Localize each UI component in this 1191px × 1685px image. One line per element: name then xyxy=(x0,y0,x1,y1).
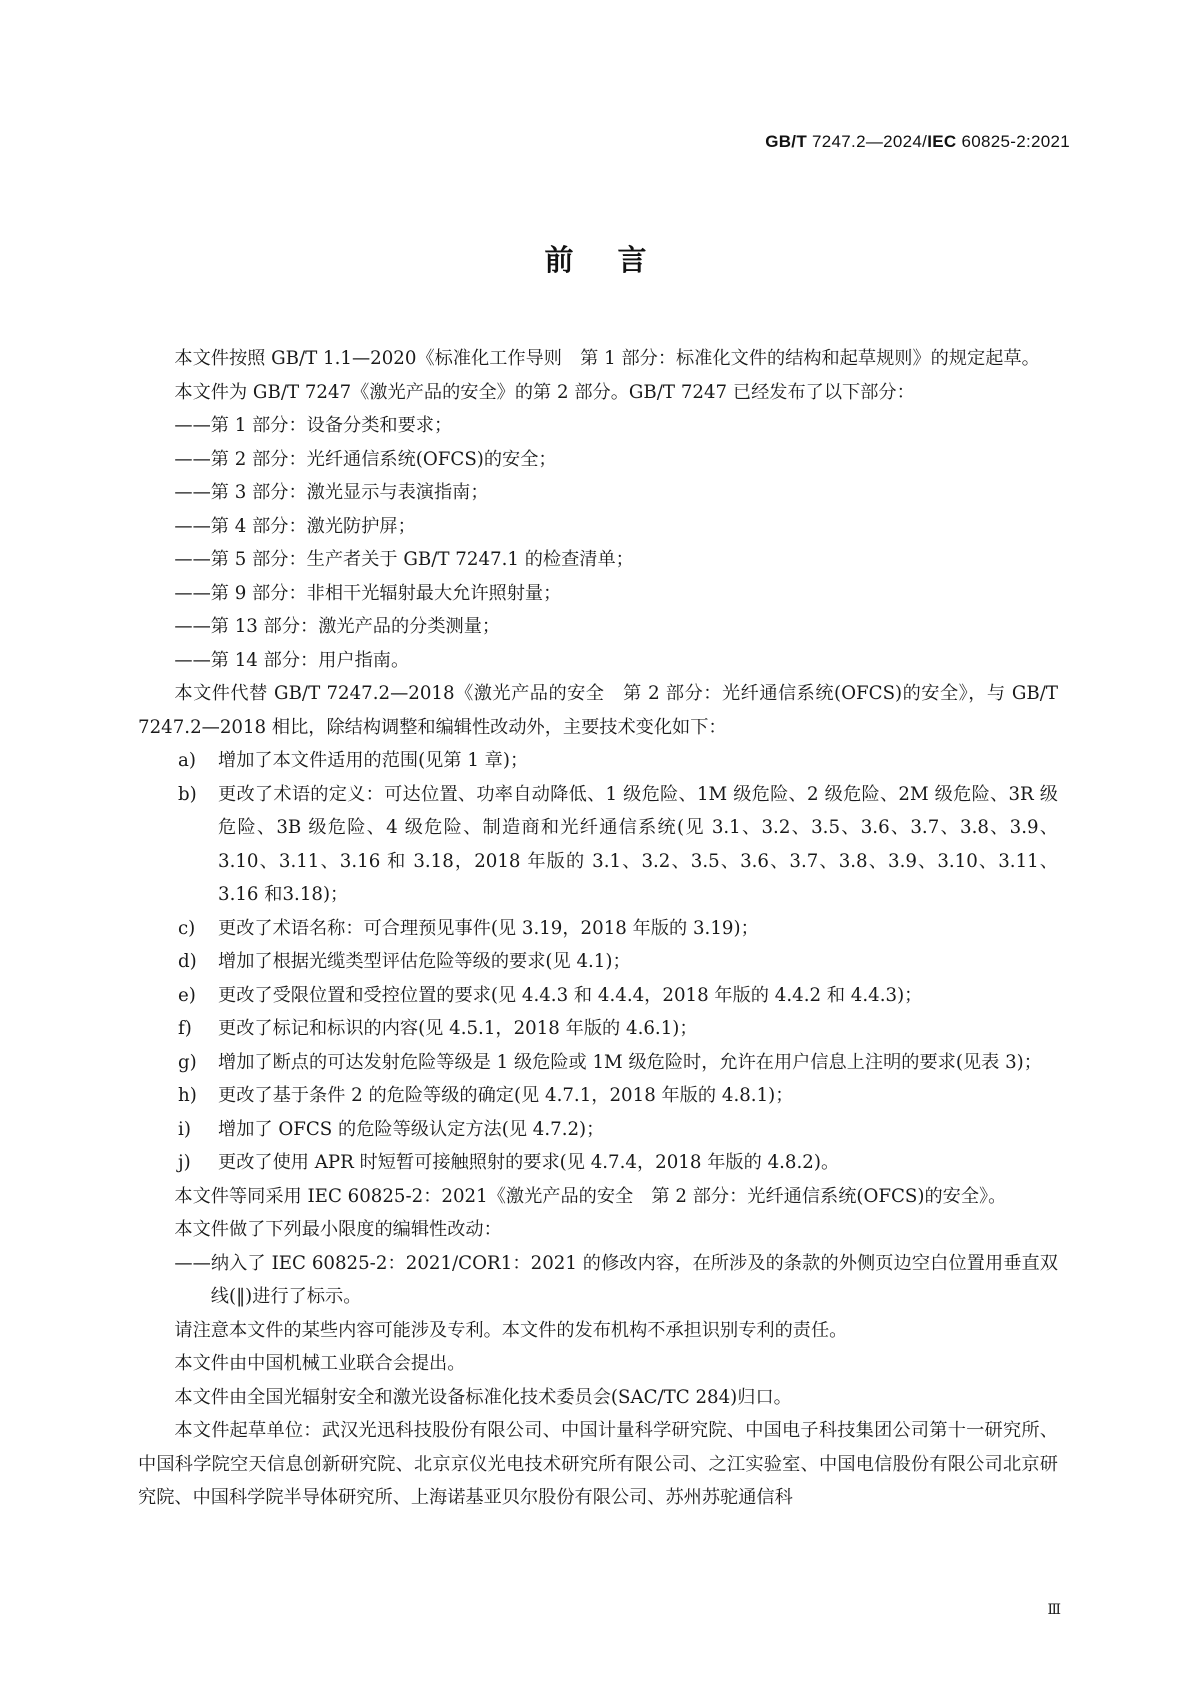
paragraph-adoption: 本文件等同采用 IEC 60825-2：2021《激光产品的安全 第 2 部分：光纤通信系统(OFCS)的安全》。 xyxy=(174,1185,1007,1207)
change-item xyxy=(138,1046,1058,1080)
iec-prefix: IEC xyxy=(927,132,957,151)
change-text: 更改了基于条件 2 的危险等级的确定(见 4.7.1，2018 年版的 4.8.1)； xyxy=(218,1085,794,1106)
part-item: ——第 3 部分：激光显示与表演指南； xyxy=(174,482,489,503)
paragraph-series: 本文件为 GB/T 7247《激光产品的安全》的第 2 部分。GB/T 7247 已经发布了以下部分： xyxy=(174,381,915,403)
change-mark: d) xyxy=(178,951,197,972)
change-mark: g) xyxy=(178,1051,197,1073)
code-number: 7247.2—2024/ xyxy=(807,132,928,151)
change-text: 更改了受限位置和受控位置的要求(见 4.4.3 和 4.4.4，2018 年版的 4.4.2 和 4.4.3)； xyxy=(218,984,923,1006)
paragraph-committee: 本文件由全国光辐射安全和激光设备标准化技术委员会(SAC/TC 284)归口。 xyxy=(174,1386,792,1408)
change-text: 增加了 OFCS 的危险等级认定方法(见 4.7.2)； xyxy=(218,1118,605,1140)
paragraph-replaces: 本文件代替 GB/T 7247.2—2018《激光产品的安全 第 2 部分：光纤通信系统(OFCS)的安全》，与 GB/T 7247.2—2018 相比，除结构调整和编辑性改动外，主要技术变化如下： xyxy=(138,683,1058,738)
paragraph-patent: 请注意本文件的某些内容可能涉及专利。本文件的发布机构不承担识别专利的责任。 xyxy=(174,1319,848,1341)
change-mark: b) xyxy=(178,783,197,805)
paragraph-editorial: 本文件做了下列最小限度的编辑性改动： xyxy=(174,1219,502,1240)
part-item: ——第 4 部分：激光防护屏； xyxy=(174,515,416,537)
change-item xyxy=(138,945,1058,979)
part-item: ——第 14 部分：用户指南。 xyxy=(174,649,410,671)
change-mark: j) xyxy=(178,1152,191,1173)
change-item xyxy=(138,912,1058,946)
part-item: ——第 1 部分：设备分类和要求； xyxy=(174,415,453,436)
change-item xyxy=(138,778,1058,912)
change-mark: h) xyxy=(178,1085,197,1106)
paragraph-drafting-rules: 本文件按照 GB/T 1.1—2020《标准化工作导则 第 1 部分：标准化文件的结构和起草规则》的规定起草。 xyxy=(174,348,1040,369)
preface-body xyxy=(138,342,1058,1515)
change-item xyxy=(138,1113,1058,1147)
part-item: ——第 2 部分：光纤通信系统(OFCS)的安全； xyxy=(174,448,557,470)
change-item xyxy=(138,744,1058,778)
change-text: 增加了本文件适用的范围(见第 1 章)； xyxy=(218,750,529,771)
iec-number: 60825-2:2021 xyxy=(956,132,1070,151)
change-text: 更改了标记和标识的内容(见 4.5.1，2018 年版的 4.6.1)； xyxy=(218,1018,698,1039)
change-mark: f) xyxy=(178,1018,192,1039)
change-item xyxy=(138,1146,1058,1180)
change-mark: c) xyxy=(178,917,196,939)
edit-item-text: ——纳入了 IEC 60825-2：2021/COR1：2021 的修改内容，在所涉及的条款的外侧页边空白位置用垂直双线(‖)进行了标示。 xyxy=(174,1252,1058,1307)
change-item xyxy=(138,1079,1058,1113)
edit-item xyxy=(138,1247,1058,1314)
change-text: 增加了根据光缆类型评估危险等级的要求(见 4.1)； xyxy=(218,951,631,972)
change-text: 更改了使用 APR 时短暂可接触照射的要求(见 4.7.4，2018 年版的 4.8.2)。 xyxy=(218,1152,840,1173)
code-prefix: GB/T xyxy=(765,132,808,151)
change-mark: e) xyxy=(178,984,196,1006)
page-title: 前言 xyxy=(544,243,691,277)
change-item xyxy=(138,1012,1058,1046)
change-text: 增加了断点的可达发射危险等级是 1 级危险或 1M 级危险时，允许在用户信息上注明的要求(见表 3)； xyxy=(218,1051,1042,1073)
change-mark: a) xyxy=(178,750,196,771)
page-number: Ⅲ xyxy=(1047,1602,1060,1618)
change-mark: i) xyxy=(178,1118,191,1140)
paragraph-proposed: 本文件由中国机械工业联合会提出。 xyxy=(174,1353,466,1374)
paragraph-drafters: 本文件起草单位：武汉光迅科技股份有限公司、中国计量科学研究院、中国电子科技集团公司第十一研究所、中国科学院空天信息创新研究院、北京京仪光电技术研究所有限公司、之江实验室、中国电信股份有限公司北京研究院、中国科学院半导体研究所、上海诺基亚贝尔股份有限公司、苏州苏驼通信科 xyxy=(138,1420,1058,1508)
change-text: 更改了术语名称：可合理预见事件(见 3.19，2018 年版的 3.19)； xyxy=(218,917,759,939)
document-code xyxy=(765,132,1070,152)
change-text: 更改了术语的定义：可达位置、功率自动降低、1 级危险、1M 级危险、2 级危险、2M 级危险、3R 级危险、3B 级危险、4 级危险、制造商和光纤通信系统(见 3.1、3.2、3.5、3.6、3.7、3.8、3.9、3.10、3.11、3.16 和 3.18，2018 年版的 3.1、3.2、3.5、3.6、3.7、3.8、3.9、3.10、3.11、3.16 和3.18)； xyxy=(218,783,1058,905)
change-item xyxy=(138,979,1058,1013)
part-item: ——第 5 部分：生产者关于 GB/T 7247.1 的检查清单； xyxy=(174,549,634,570)
part-item: ——第 9 部分：非相干光辐射最大允许照射量； xyxy=(174,582,562,604)
part-item: ——第 13 部分：激光产品的分类测量； xyxy=(174,616,501,637)
